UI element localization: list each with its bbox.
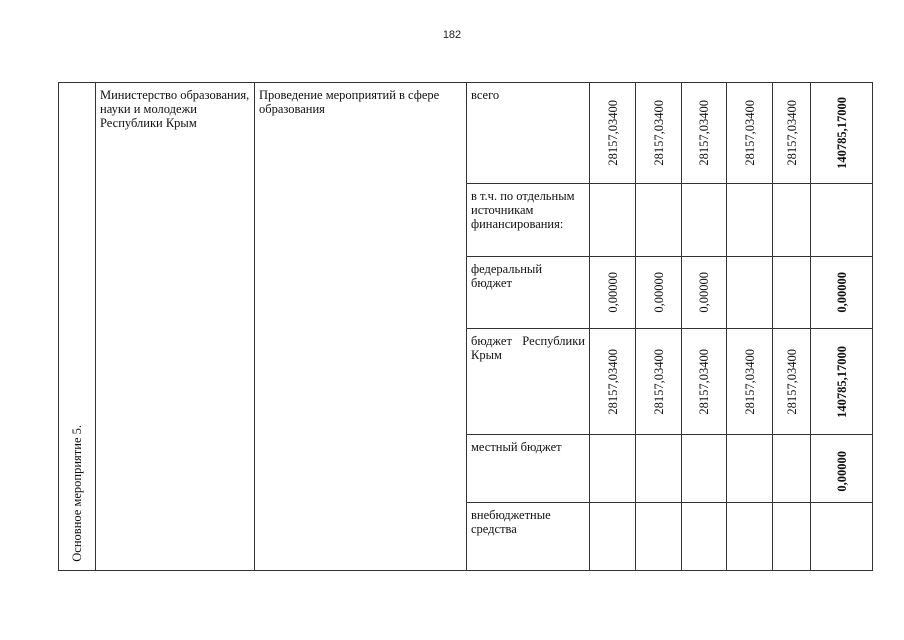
value-cell [773, 257, 811, 329]
value-cell [727, 435, 773, 503]
value-cell [636, 257, 682, 329]
value-cell [682, 184, 727, 257]
value-text: 28157,03400 [651, 100, 666, 166]
source-label: федеральный бюджет [471, 262, 543, 290]
source-cell [467, 435, 590, 503]
total-text: 140785,17000 [834, 97, 849, 169]
row-label: Основное мероприятие 5. [70, 425, 84, 562]
total-cell [811, 83, 873, 184]
value-cell [590, 184, 636, 257]
value-cell [590, 83, 636, 184]
source-label: внебюджетные средства [471, 508, 551, 536]
value-cell [682, 435, 727, 503]
value-cell [636, 329, 682, 435]
total-text: 0,00000 [834, 272, 849, 313]
value-text: 28157,03400 [742, 100, 757, 166]
value-cell [727, 329, 773, 435]
value-cell [636, 503, 682, 571]
source-cell [467, 184, 590, 257]
source-label: местный бюджет [471, 440, 562, 454]
source-cell [467, 257, 590, 329]
value-cell [682, 257, 727, 329]
value-cell [636, 83, 682, 184]
total-text: 0,00000 [834, 451, 849, 492]
value-cell [727, 257, 773, 329]
total-cell [811, 184, 873, 257]
funding-table [58, 82, 873, 571]
source-label: всего [471, 88, 500, 102]
page-number: 182 [442, 29, 462, 41]
executor-text: Министерство образования, науки и молодежи Республики Крым [100, 88, 250, 130]
value-text: 28157,03400 [697, 100, 711, 166]
source-label: в т.ч. по отдельным источникам финансирования: [471, 189, 575, 231]
value-text: 0,00000 [697, 272, 711, 313]
value-text: 28157,03400 [784, 348, 799, 415]
table-row [59, 83, 873, 184]
row-label-cell [59, 83, 96, 571]
total-cell [811, 435, 873, 503]
value-cell [636, 435, 682, 503]
value-cell [773, 184, 811, 257]
value-cell [590, 329, 636, 435]
value-cell [590, 257, 636, 329]
value-text: 28157,03400 [784, 100, 799, 166]
value-cell [682, 329, 727, 435]
total-cell [811, 257, 873, 329]
value-cell [727, 503, 773, 571]
value-cell [636, 184, 682, 257]
value-text: 0,00000 [605, 272, 620, 313]
value-text: 0,00000 [651, 272, 666, 313]
value-text: 28157,03400 [742, 348, 757, 415]
total-cell [811, 329, 873, 435]
value-text: 28157,03400 [605, 348, 620, 415]
value-cell [773, 329, 811, 435]
value-cell [773, 435, 811, 503]
source-cell [467, 83, 590, 184]
event-text: Проведение мероприятий в сфере образования [259, 88, 440, 116]
value-cell [590, 503, 636, 571]
value-cell [682, 83, 727, 184]
source-cell [467, 503, 590, 571]
source-cell [467, 329, 590, 435]
executor-cell [96, 83, 255, 571]
value-cell [773, 83, 811, 184]
value-text: 28157,03400 [605, 100, 620, 166]
value-cell [590, 435, 636, 503]
value-text: 28157,03400 [651, 348, 666, 415]
total-cell [811, 503, 873, 571]
total-text: 140785,17000 [834, 345, 849, 418]
value-text: 28157,03400 [697, 348, 711, 415]
value-cell [682, 503, 727, 571]
value-cell [727, 83, 773, 184]
value-cell [727, 184, 773, 257]
event-cell [255, 83, 467, 571]
source-label: бюджет Республики Крым [471, 334, 585, 362]
value-cell [773, 503, 811, 571]
